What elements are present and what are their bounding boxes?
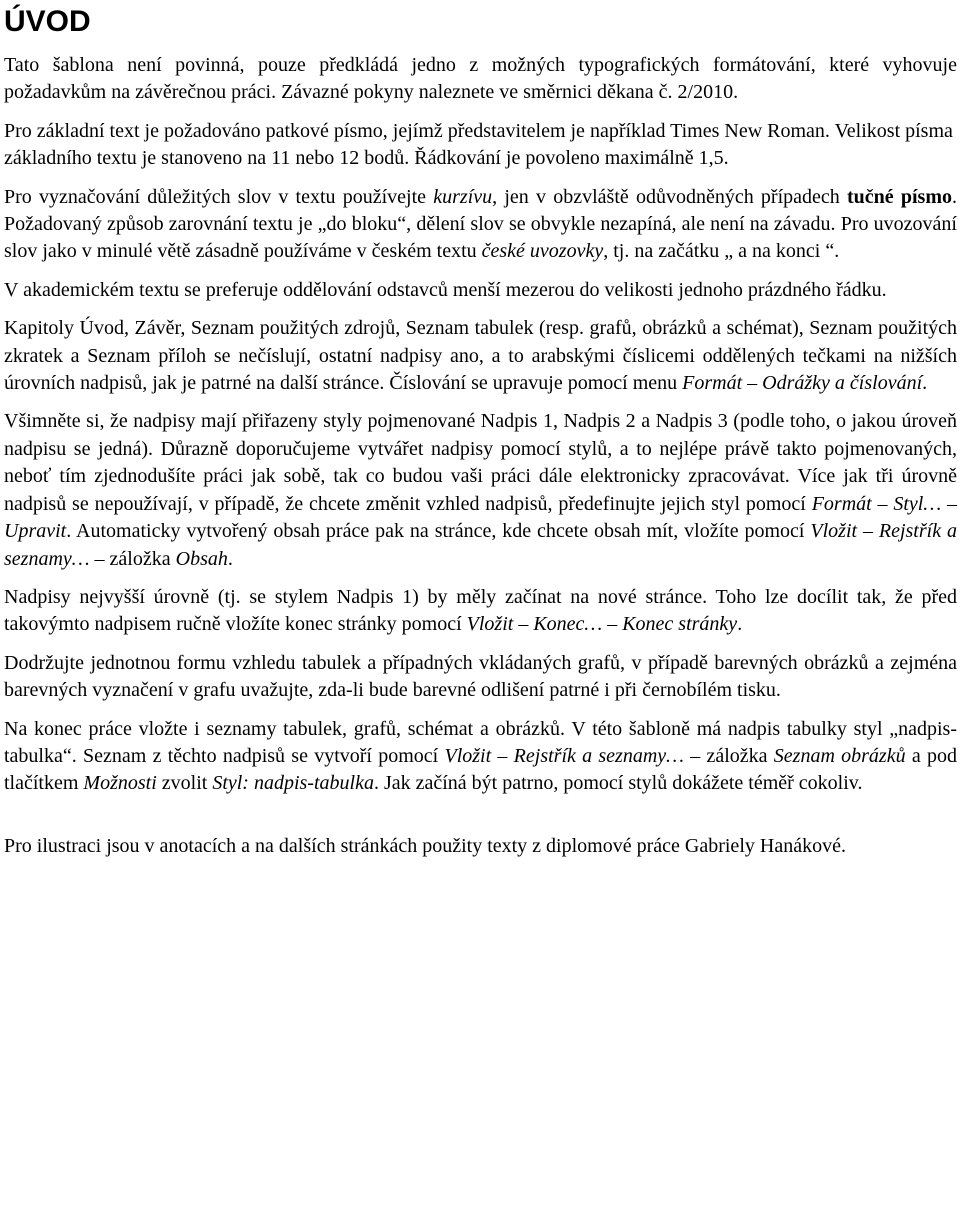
paragraph-intro [4, 52, 957, 107]
text-run: V akademickém textu se preferuje oddělování odstavců menší mezerou do velikosti jednoho prázdného řádku. [4, 278, 887, 301]
text-run: a pod tlačítkem [4, 744, 957, 795]
italic-text: Vložit – Rejstřík a seznamy… [4, 520, 957, 570]
paragraph-heading-styles [4, 408, 957, 572]
text-run: . Jak začíná být patrno, pomocí stylů dokážete téměř cokoliv. [373, 772, 863, 795]
paragraph-emphasis [4, 184, 957, 266]
italic-text: české uvozovky [481, 240, 604, 263]
italic-text: Styl: nadpis-tabulka [212, 772, 374, 795]
paragraph-spacing [4, 277, 957, 304]
text-run: . Požadovaný způsob zarovnání textu je „do bloku“, dělení slov se obvykle nezapíná, ale není na závadu. Pro uvozování slov jako v minulé větě zásadně používáme v českém textu [4, 185, 957, 263]
italic-text: Vložit – Konec… – Konec stránky [466, 613, 738, 636]
document-page [0, 4, 960, 1215]
italic-text: Obsah [175, 547, 228, 570]
text-run: Všimněte si, že nadpisy mají přiřazeny styly pojmenované Nadpis 1, Nadpis 2 a Nadpis 3 (podle toho, o jakou úroveň nadpisu se jedná). Důrazně doporučujeme vytvářet nadpisy pomocí stylů, a to nejlépe právě takto pojmenovaných, neboť tím zjednodušíte práci jak sobě, tak co budou vaši práci dále elektronicky zpracovávat. Více jak tři úrovně nadpisů se nepoužívají, v případě, že chcete změnit vzhled nadpisů, předefinujte jejich styl pomocí [4, 410, 957, 515]
italic-text: Formát – Odrážky a číslování [682, 372, 923, 395]
text-run: – záložka [89, 547, 176, 570]
paragraph-page-break [4, 584, 957, 639]
paragraph-chapters [4, 315, 957, 397]
text-run: zvolit [156, 772, 213, 795]
paragraph-font [4, 118, 957, 173]
paragraph-illustration-note [4, 833, 957, 860]
text-run: Pro základní text je požadováno patkové písmo, jejímž představitelem je například Times New Roman. Velikost písma základního textu je stanoveno na 11 nebo 12 bodů. Řádkování je povoleno maximálně 1,5. [4, 119, 953, 170]
text-run: Kapitoly Úvod, Závěr, Seznam použitých zdrojů, Seznam tabulek (resp. grafů, obrázků a schémat), Seznam použitých zkratek a Seznam příloh se nečíslují, ostatní nadpisy ano, a to arabskými číslicemi oddělených tečkami na nižších úrovních nadpisů, jak je patrné na další stránce. Číslování se upravuje pomocí menu [4, 317, 957, 395]
italic-text: Možnosti [83, 772, 157, 795]
text-run: . [922, 372, 928, 395]
bold-text: tučné písmo [847, 185, 952, 208]
text-run: – záložka [683, 744, 774, 767]
text-run: Na konec práce vložte i seznamy tabulek, grafů, schémat a obrázků. V této šabloně má nadpis tabulky styl „nadpis-tabulka“. Seznam z těchto nadpisů se vytvoří pomocí [4, 717, 957, 767]
italic-text: Formát – Styl… – Upravit [4, 492, 957, 543]
blank-line [4, 809, 957, 833]
text-run: Tato šablona není povinná, pouze předkládá jedno z možných typografických formátování, které vyhovuje požadavkům na závěrečnou práci. Závazné pokyny naleznete ve směrnici děkana č. 2/2010. [4, 54, 957, 104]
text-run: Pro ilustraci jsou v anotacích a na dalších stránkách použity texty z diplomové práce Gabriely Hanákové. [4, 834, 846, 857]
page-title: ÚVOD [4, 5, 91, 38]
text-run: , tj. na začátku „ a na konci “. [603, 240, 840, 263]
text-run: . [737, 613, 743, 636]
text-run: . Automaticky vytvořený obsah práce pak na stránce, kde chcete obsah mít, vložíte pomocí [66, 520, 811, 543]
text-run: . [227, 547, 233, 570]
text-run: Dodržujte jednotnou formu vzhledu tabulek a případných vkládaných grafů, v případě barevných obrázků a zejména barevných vyznačení v grafu uvažujte, zda-li bude barevné odlišení patrné i při černobílém tisku. [4, 651, 957, 702]
italic-text: Vložit – Rejstřík a seznamy… [444, 744, 684, 767]
paragraph-lists [4, 716, 957, 798]
text-run: Nadpisy nejvyšší úrovně (tj. se stylem Nadpis 1) by měly začínat na nové stránce. Toho lze docílit tak, že před takovýmto nadpisem ručně vložíte konec stránky pomocí [4, 585, 957, 636]
italic-text: kurzívu [433, 185, 493, 208]
paragraph-tables [4, 650, 957, 705]
italic-text: Seznam obrázků [773, 744, 906, 767]
text-run: , jen v obzvláště odůvodněných případech [492, 185, 847, 208]
text-run: Pro vyznačování důležitých slov v textu používejte [4, 185, 434, 208]
